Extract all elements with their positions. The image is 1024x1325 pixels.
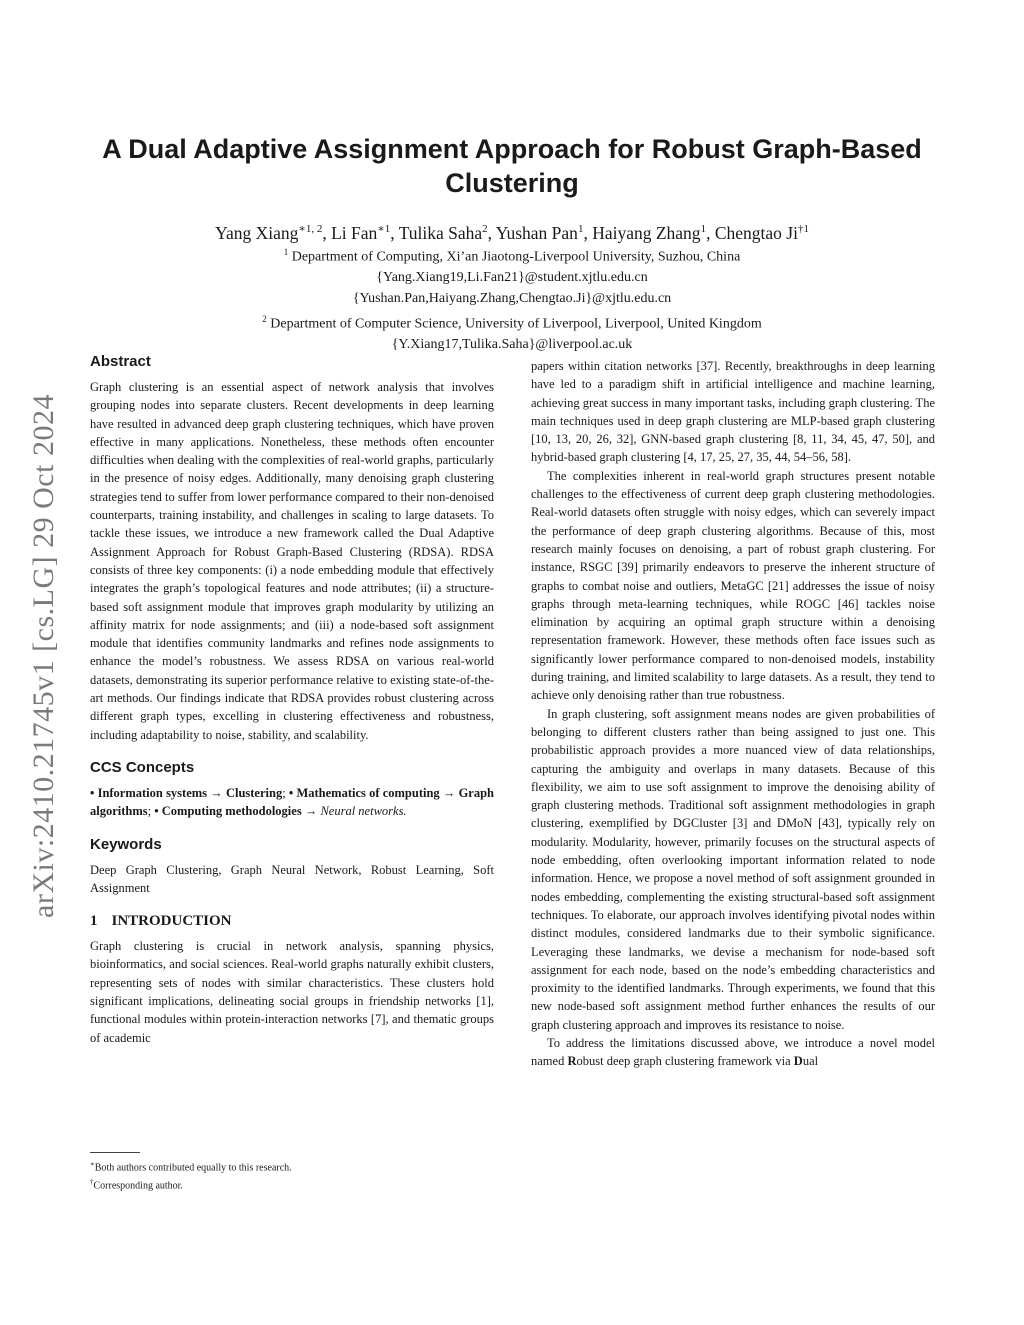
arxiv-stamp: [14, 356, 74, 956]
author-sup: 2: [482, 223, 488, 235]
arxiv-stamp-text: arXiv:2410.21745v1 [cs.LG] 29 Oct 2024: [27, 394, 60, 918]
email-line-3: {Y.Xiang17,Tulika.Saha}@liverpool.ac.uk: [391, 337, 633, 353]
ccs-concepts: • Information systems → Clustering; • Mathematics of computing → Graph algorithms; • Computing methodologies → Neural networks.: [90, 785, 495, 819]
left-column: [90, 352, 494, 1047]
intro-heading: 1 INTRODUCTION: [90, 913, 232, 930]
right-paragraph-4: To address the limitations discussed above, we introduce a novel model named Robust deep graph clustering framework via Dual: [531, 1035, 935, 1069]
author-sup: ∗1: [377, 223, 391, 235]
author-name: Yushan Pan: [495, 222, 578, 243]
right-column: [531, 357, 935, 1071]
author-name: Tulika Saha: [398, 222, 483, 243]
right-paragraph-1: papers within citation networks [37]. Recently, breakthroughs in deep learning have led to a paradigm shift in artificial intelligence and machine learning, achieving great success in many important tasks, including graph clustering. The main techniques used in deep graph clustering are MLP-based graph clustering [10, 13, 20, 26, 32], GNN-based graph clustering [8, 11, 34, 45, 47, 50], and hybrid-based graph clustering [4, 17, 25, 27, 35, 44, 54–56, 58].: [531, 359, 935, 465]
author-sup: 1: [700, 223, 707, 235]
author-sup: 1: [577, 223, 584, 235]
abstract-text: Graph clustering is an essential aspect of network analysis that involves grouping nodes into separate clusters. Recent developments in deep learning have resulted in advanced deep graph clustering techniques, which have proven effective in many applications. Nonetheless, these methods often encounter difficulties when dealing with the complexities of real-world graphs, particularly in the presence of noisy edges. Additionally, many denoising graph clustering strategies tend to suffer from lower performance compared to their non-denoised counterparts, training instability, and challenges in scaling to large datasets. To tackle these issues, we introduce a new framework called the Dual Adaptive Assignment Approach for Robust Graph-Based Clustering (RDSA). RDSA consists of three key components: (i) a node embedding module that effectively integrates the graph’s topological features and node attributes; (ii) a structure-based soft assignment module that improves graph modularity by utilizing an affinity matrix for node assignments; and (iii) a node-based soft assignment module that identifies community landmarks and refines node assignments to enhance the model’s robustness. We assess RDSA on various real-world datasets, demonstrating its superior performance relative to existing state-of-the-art methods. Our findings indicate that RDSA provides robust clustering across different graph types, excelling in clustering effectiveness and robustness, including adaptability to noise, stability, and scalability.: [90, 380, 494, 742]
affiliations: [80, 242, 944, 356]
author-name: Yang Xiang: [215, 222, 299, 243]
author-name: Haiyang Zhang: [592, 222, 701, 243]
affiliation-1: $^1$ Department of Computing, Xi’an Jiaotong-Liverpool University, Suzhou, China: [283, 247, 741, 265]
right-paragraph-3: In graph clustering, soft assignment means nodes are given probabilities of belonging to different clusters rather than being assigned to just one. This probabilistic approach provides a more nuanced view of data relationships, capturing the ambiguity and overlaps in many datasets. Because of this flexibility, we aim to use soft assignment to improve the denoising ability of graph clustering methods. Traditional soft assignment methodologies in graph clustering, exemplified by DGCluster [3] and DMoN [43], typically rely on modularity. Modularity, however, primarily focuses on the structural aspects of node embedding, often overlooking important information related to node information. Hence, we propose a novel method of soft assignment grounded in nodes embedding, complementing the existing structural-based soft assignment techniques. To elaborate, our approach involves identifying pivotal nodes within distinct modules, considered landmarks due to their symbolic significance. Leveraging these landmarks, we devise a mechanism for node-based soft assignment for each node, based on the node’s embedding characteristics and proximity to the identified landmarks. Through experiments, we found that this new node-based soft assignment method further enhances the results of our graph clustering approach and improves its resistance to noise.: [531, 706, 935, 1032]
author-name: Li Fan: [331, 222, 378, 243]
footnote-2: †Corresponding author.: [90, 1178, 183, 1192]
author-sup: ∗1, 2: [298, 223, 323, 235]
email-line-1: {Yang.Xiang19,Li.Fan21}@student.xjtlu.edu.cn: [376, 270, 648, 286]
author-sup: †1: [797, 223, 809, 235]
paper-title: [80, 132, 944, 200]
title-line-2: Clustering: [445, 168, 579, 198]
title-line-1: A Dual Adaptive Assignment Approach for Robust Graph-Based: [102, 134, 922, 164]
email-line-2: {Yushan.Pan,Haiyang.Zhang,Chengtao.Ji}@xjtlu.edu.cn: [352, 290, 672, 306]
keywords-heading: Keywords: [90, 835, 162, 853]
footnote-rule: [90, 1152, 140, 1153]
author-list: Yang Xiang$^{∗1, 2}$, Li Fan$^{∗1}$, Tulika Saha$^2$, Yushan Pan$^1$, Haiyang Zhang$^1$, Chengtao Ji$^{\dagger 1}$: [215, 222, 809, 243]
right-paragraph-2: The complexities inherent in real-world graph structures present notable challenges to the effectiveness of current deep graph clustering methodologies. Real-world datasets often struggle with noisy edges, which can severely impact the performance of deep graph clustering algorithms. Because of this, most research mainly focuses on denoising, a part of robust graph clustering. For instance, RSGC [39] primarily endeavors to preserve the inherent structure of graphs to combat noise and outliers, MetaGC [21] addresses the issue of noisy graphs through meta-learning techniques, while ROGC [46] tackles noise elimination by acquiring an optimal graph structure within a denoising representation framework. However, these methods often face issues such as significantly lower performance compared to non-denoised models, instability during training, and limited scalability to large datasets. As a result, they tend to achieve only denoising rather than true robustness.: [531, 468, 935, 703]
abstract-heading: Abstract: [90, 353, 151, 370]
footnotes: [90, 1152, 494, 1194]
footnote-1: ∗Both authors contributed equally to this research.: [90, 1160, 292, 1174]
keywords-text: Deep Graph Clustering, Graph Neural Network, Robust Learning, Soft Assignment: [90, 862, 494, 895]
intro-paragraph-1: Graph clustering is crucial in network analysis, spanning physics, bioinformatics, and social sciences. Real-world graphs naturally exhibit clusters, representing sets of nodes with similar characteristics. These clusters hold significant implications, delineating social groups in friendship networks [1], functional modules within protein-interaction networks [7], and thematic groups of academic: [90, 939, 494, 1045]
affiliation-2: $^2$ Department of Computer Science, University of Liverpool, Liverpool, United Kingdom: [262, 314, 762, 332]
ccs-heading: CCS Concepts: [90, 758, 195, 776]
author-name: Chengtao Ji: [714, 222, 798, 243]
